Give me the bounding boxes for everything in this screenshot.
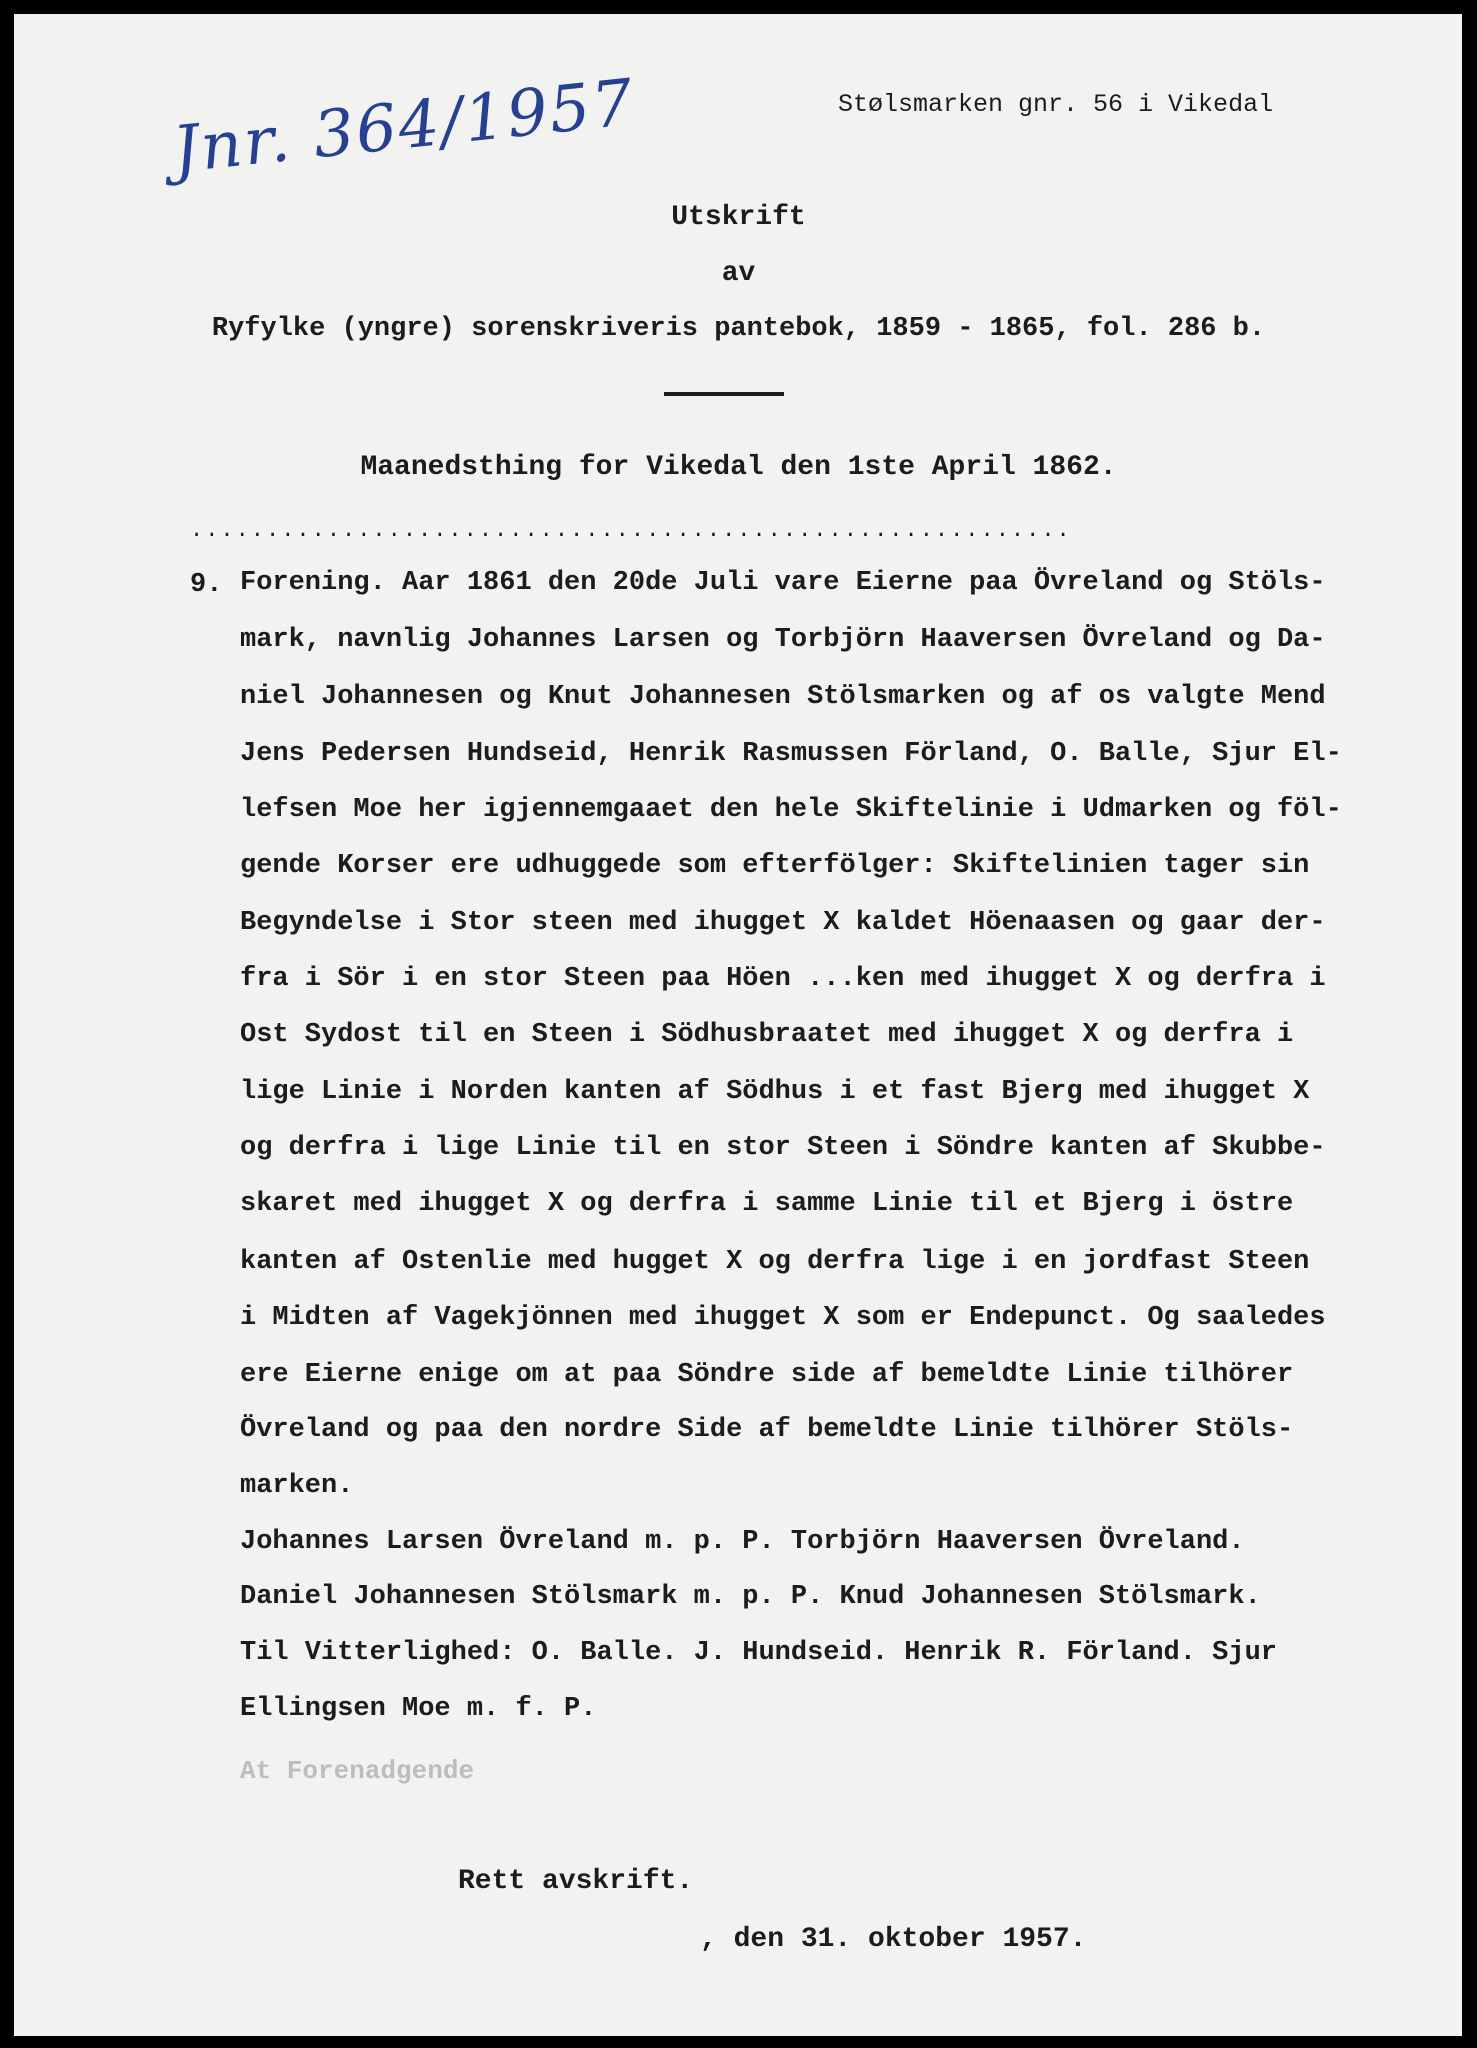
body-line: gende Korser ere udhuggede som efterfölger: Skiftelinien tager sin <box>240 851 1310 881</box>
handwritten-reference: Jnr. 364/1957 <box>169 65 639 189</box>
entry-number: 9. <box>190 570 223 600</box>
faded-text: At Forenadgende <box>240 1756 475 1786</box>
divider <box>664 392 784 396</box>
body-line: Begyndelse i Stor steen med ihugget X kaldet Höenaasen og gaar der- <box>240 908 1326 938</box>
body-line: lige Linie i Norden kanten af Södhus i et fast Bjerg med ihugget X <box>240 1077 1310 1107</box>
source-line: Ryfylke (yngre) sorenskriveris pantebok, 1859 - 1865, fol. 286 b. <box>211 314 1266 344</box>
body-line: skaret med ihugget X og derfra i samme Linie til et Bjerg i östre <box>240 1189 1294 1219</box>
dotted-separator: .......................................................... <box>190 518 1072 543</box>
body-line: i Midten af Vagekjönnen med ihugget X som er Endepunct. Og saaledes <box>240 1303 1326 1333</box>
session-heading: Maanedsthing for Vikedal den 1ste April 1862. <box>360 452 1117 483</box>
body-line: Övreland og paa den nordre Side af bemeldte Linie tilhörer Stöls- <box>240 1415 1294 1445</box>
body-line: og derfra i lige Linie til en stor Steen i Söndre kanten af Skubbe- <box>240 1133 1326 1163</box>
document-title: Utskrift <box>671 202 806 233</box>
body-line: mark, navnlig Johannes Larsen og Torbjörn Haaversen Övreland og Da- <box>240 625 1326 655</box>
signature-line: Til Vitterlighed: O. Balle. J. Hundseid. Henrik R. Förland. Sjur <box>240 1638 1277 1668</box>
signature-line: Daniel Johannesen Stölsmark m. p. P. Knud Johannesen Stölsmark. <box>240 1582 1261 1612</box>
body-line: Forening. Aar 1861 den 20de Juli vare Eierne paa Övreland og Stöls- <box>240 568 1326 598</box>
body-line: niel Johannesen og Knut Johannesen Stölsmarken og af os valgte Mend <box>240 682 1326 712</box>
date-line: , den 31. oktober 1957. <box>700 1924 1087 1955</box>
body-line: ere Eierne enige om at paa Söndre side af bemeldte Linie tilhörer <box>240 1360 1294 1390</box>
body-line: Ost Sydost til en Steen i Södhusbraatet med ihugget X og derfra i <box>240 1020 1294 1050</box>
body-line: lefsen Moe her igjennemgaaet den hele Skiftelinie i Udmarken og föl- <box>240 795 1342 825</box>
certification-text: Rett avskrift. <box>458 1866 694 1897</box>
signature-line: Johannes Larsen Övreland m. p. P. Torbjörn Haaversen Övreland. <box>240 1527 1245 1557</box>
signature-line: Ellingsen Moe m. f. P. <box>240 1694 597 1724</box>
body-line: kanten af Ostenlie med hugget X og derfra lige i en jordfast Steen <box>240 1247 1310 1277</box>
body-line: marken. <box>240 1471 354 1501</box>
body-line: Jens Pedersen Hundseid, Henrik Rasmussen Förland, O. Balle, Sjur El- <box>240 739 1342 769</box>
body-line: fra i Sör i en stor Steen paa Höen ...ken med ihugget X og derfra i <box>240 964 1326 994</box>
title-av: av <box>721 258 756 289</box>
header-note: Stølsmarken gnr. 56 i Vikedal <box>838 90 1274 119</box>
